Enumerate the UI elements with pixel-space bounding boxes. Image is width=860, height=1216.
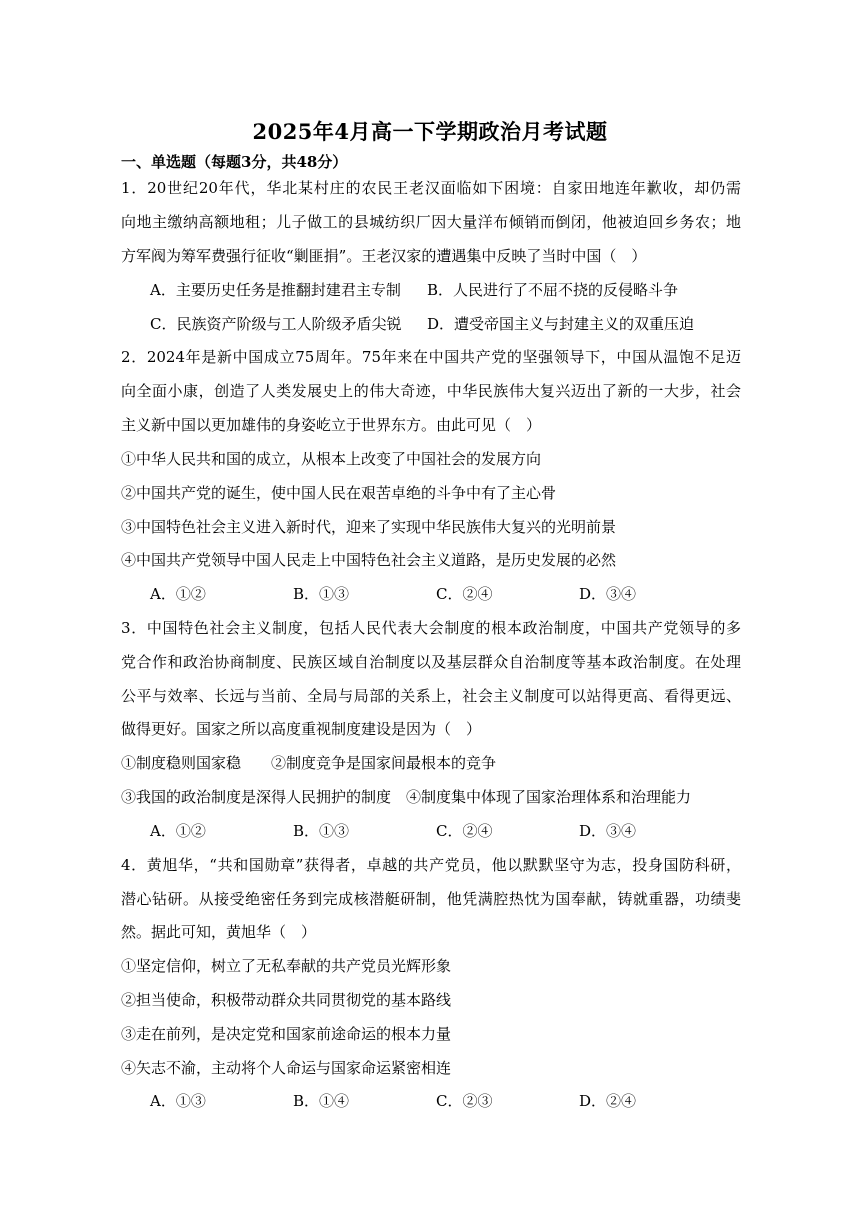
q2-option-a[interactable]: A．①②: [150, 585, 206, 603]
q4-option-a[interactable]: A．①③: [150, 1092, 206, 1110]
q4-item-1: ①坚定信仰，树立了无私奉献的共产党员光辉形象: [121, 957, 452, 975]
q3-stem-line-4: 做得更好。国家之所以高度重视制度建设是因为（ ）: [121, 720, 482, 738]
page-title: 2025年4月高一下学期政治月考试题: [252, 119, 608, 144]
q2-option-d[interactable]: D．③④: [579, 585, 637, 603]
q2-item-2: ②中国共产党的诞生，使中国人民在艰苦卓绝的斗争中有了主心骨: [121, 484, 557, 502]
q4-stem-line-1: 4．黄旭华，“共和国勋章”获得者，卓越的共产党员，他以默默坚守为志，投身国防科研，: [121, 856, 741, 874]
q2-stem-line-1: 2．2024年是新中国成立75周年。75年来在中国共产党的坚强领导下，中国从温饱不足迈: [121, 348, 741, 366]
q1-option-c[interactable]: C．民族资产阶级与工人阶级矛盾尖锐: [150, 315, 402, 333]
q4-stem-line-2: 潜心钻研。从接受绝密任务到完成核潜艇研制，他凭满腔热忱为国奉献，铸就重器，功绩斐: [121, 890, 741, 908]
q3-stem-line-1: 3．中国特色社会主义制度，包括人民代表大会制度的根本政治制度，中国共产党领导的多: [121, 619, 741, 637]
q2-stem-line-2: 向全面小康，创造了人类发展史上的伟大奇迹，中华民族伟大复兴迈出了新的一大步，社会: [121, 382, 741, 400]
q1-option-d[interactable]: D．遭受帝国主义与封建主义的双重压迫: [427, 315, 695, 333]
q1-stem-line-1: 1．20世纪20年代，华北某村庄的农民王老汉面临如下困境：自家田地连年歉收，却仍需: [121, 179, 741, 197]
q4-options-row: [150, 1091, 750, 1111]
q3-option-b[interactable]: B．①③: [293, 822, 350, 840]
q3-option-c[interactable]: C．②④: [436, 822, 493, 840]
q2-options-row: [150, 584, 750, 604]
q4-item-3: ③走在前列，是决定党和国家前途命运的根本力量: [121, 1025, 452, 1043]
q2-stem-line-3: 主义新中国以更加雄伟的身姿屹立于世界东方。由此可见（ ）: [121, 416, 542, 434]
q3-stem-line-2: 党合作和政治协商制度、民族区域自治制度以及基层群众自治制度等基本政治制度。在处理: [121, 653, 741, 671]
q1-options-row-1: [150, 280, 750, 300]
q4-stem-line-3: 然。据此可知，黄旭华（ ）: [121, 923, 317, 941]
q2-item-3: ③中国特色社会主义进入新时代，迎来了实现中华民族伟大复兴的光明前景: [121, 518, 617, 536]
q4-option-d[interactable]: D．②④: [579, 1092, 637, 1110]
q1-stem-line-3: 方军阀为筹军费强行征收“剿匪捐”。王老汉家的遭遇集中反映了当时中国（ ）: [121, 247, 647, 265]
q2-option-c[interactable]: C．②④: [436, 585, 493, 603]
q2-option-b[interactable]: B．①③: [293, 585, 350, 603]
q3-item-row-2: ③我国的政治制度是深得人民拥护的制度 ④制度集中体现了国家治理体系和治理能力: [121, 788, 692, 806]
q3-item-row-1: ①制度稳则国家稳 ②制度竞争是国家间最根本的竞争: [121, 754, 497, 772]
q4-option-b[interactable]: B．①④: [293, 1092, 350, 1110]
section-header: 一、单选题（每题3分，共48分）: [121, 153, 348, 171]
q2-item-1: ①中华人民共和国的成立，从根本上改变了中国社会的发展方向: [121, 450, 542, 468]
q4-option-c[interactable]: C．②③: [436, 1092, 493, 1110]
q3-option-d[interactable]: D．③④: [579, 822, 637, 840]
q1-option-a[interactable]: A．主要历史任务是推翻封建君主专制: [150, 281, 401, 299]
q2-item-4: ④中国共产党领导中国人民走上中国特色社会主义道路，是历史发展的必然: [121, 551, 617, 569]
q1-stem-line-2: 向地主缴纳高额地租；儿子做工的县城纺织厂因大量洋布倾销而倒闭，他被迫回乡务农；地: [121, 213, 741, 231]
q3-options-row: [150, 821, 750, 841]
q1-options-row-2: [150, 314, 750, 334]
q3-option-a[interactable]: A．①②: [150, 822, 206, 840]
q3-stem-line-3: 公平与效率、长远与当前、全局与局部的关系上，社会主义制度可以站得更高、看得更远、: [121, 687, 741, 705]
q4-item-2: ②担当使命，积极带动群众共同贯彻党的基本路线: [121, 991, 452, 1009]
q4-item-4: ④矢志不渝，主动将个人命运与国家命运紧密相连: [121, 1059, 452, 1077]
q1-option-b[interactable]: B．人民进行了不屈不挠的反侵略斗争: [427, 281, 679, 299]
